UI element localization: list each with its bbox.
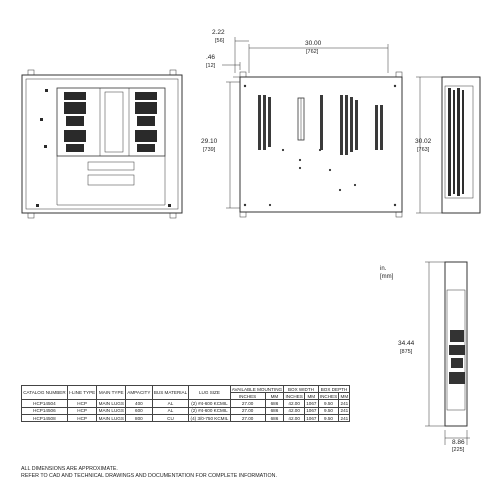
note-approximate: ALL DIMENSIONS ARE APPROXIMATE. <box>21 466 118 472</box>
cell: 241 <box>340 401 349 407</box>
dim-46: .46 <box>206 54 216 61</box>
cell: AL <box>152 407 189 414</box>
th-catalog: CATALOG NUMBER <box>22 386 68 400</box>
cell: 9.50 <box>318 407 339 414</box>
cell: 686 <box>265 407 284 414</box>
dim-12: [12] <box>206 63 216 69</box>
cell: 1067 <box>306 401 317 407</box>
cell: 400 <box>126 400 153 407</box>
cell: 600 <box>126 407 153 414</box>
cell: CU <box>152 414 189 421</box>
cell: (2) #4-600 KCMIL <box>189 407 230 414</box>
cell: HCP14504 <box>22 400 68 407</box>
th-amp: AMPACITY <box>126 386 153 400</box>
th-bus: BUS MATERIAL <box>152 386 189 400</box>
th-main: MAIN TYPE <box>97 386 126 400</box>
cell: HCP14506 <box>22 407 68 414</box>
dim-3444: 34.44 <box>398 340 415 347</box>
th-lug: LUG SIZE <box>189 386 230 400</box>
cell: 27.00 <box>230 414 265 421</box>
cell: (2) #4-600 KCMIL <box>189 400 230 407</box>
units-inches: in. <box>380 266 387 272</box>
cell: 9.50 <box>318 400 339 407</box>
dim-763: [763] <box>417 147 430 153</box>
units-mm: [mm] <box>380 274 394 280</box>
cell: 42.00 <box>284 414 305 421</box>
cell: HCP <box>67 414 97 421</box>
cell: AL <box>152 400 189 407</box>
units-legend <box>380 265 393 281</box>
cell: 686 <box>265 414 284 421</box>
dim-875: [875] <box>400 349 413 355</box>
cell: 241 <box>340 415 349 421</box>
cell: 42.00 <box>284 407 305 414</box>
cell: 9.50 <box>318 414 339 421</box>
dim-2910: 29.10 <box>201 138 218 145</box>
th-width: BOX WIDTH <box>284 386 318 393</box>
cell: MAIN LUGS <box>98 408 124 414</box>
dim-3000: 30.00 <box>305 40 322 47</box>
dim-225: [225] <box>452 447 465 453</box>
th-avail: AVAILABLE MOUNTING <box>231 386 283 392</box>
th-depth: BOX DEPTH <box>318 386 350 393</box>
cell: 1067 <box>306 408 317 414</box>
cell: 686 <box>265 400 284 407</box>
th-inches: INCHES <box>319 393 338 399</box>
dim-56: [56] <box>215 38 225 44</box>
cell: 1067 <box>306 415 317 421</box>
spec-table <box>21 385 350 422</box>
cell: HCP <box>67 400 97 407</box>
dim-739: [739] <box>203 147 216 153</box>
cell: HCP14508 <box>22 414 68 421</box>
th-mm: MM <box>340 393 349 399</box>
cell: MAIN LUGS <box>98 401 124 407</box>
dim-3002: 30.02 <box>415 138 432 145</box>
cell: MAIN LUGS <box>98 415 124 421</box>
notes <box>21 466 277 480</box>
back-view <box>222 37 402 217</box>
th-mm: MM <box>265 393 284 400</box>
dim-762: [762] <box>306 49 319 55</box>
table-row <box>22 414 350 421</box>
front-view <box>22 70 182 218</box>
side-view-top <box>416 77 480 213</box>
note-refer: REFER TO CAD AND TECHNICAL DRAWINGS AND DOCUMENTATION FOR COMPLETE INFORMATION. <box>21 473 277 479</box>
cell: 800 <box>126 414 153 421</box>
th-iline: I-LINE TYPE <box>67 386 97 400</box>
cell: (4) 3/0-750 KCMIL <box>190 415 229 421</box>
th-inches: INCHES <box>285 393 303 399</box>
table-row <box>22 400 350 407</box>
th-mm: MM <box>305 393 319 400</box>
cell: 241 <box>340 408 349 414</box>
side-view-bottom <box>425 262 470 445</box>
cell: HCP <box>67 407 97 414</box>
cell: 27.00 <box>230 400 265 407</box>
dim-222: 2.22 <box>212 29 225 36</box>
table-row <box>22 407 350 414</box>
cell: 27.00 <box>230 407 265 414</box>
cell: 42.00 <box>284 400 305 407</box>
th-inches: INCHES <box>230 393 265 400</box>
dim-886: 8.86 <box>452 439 465 446</box>
